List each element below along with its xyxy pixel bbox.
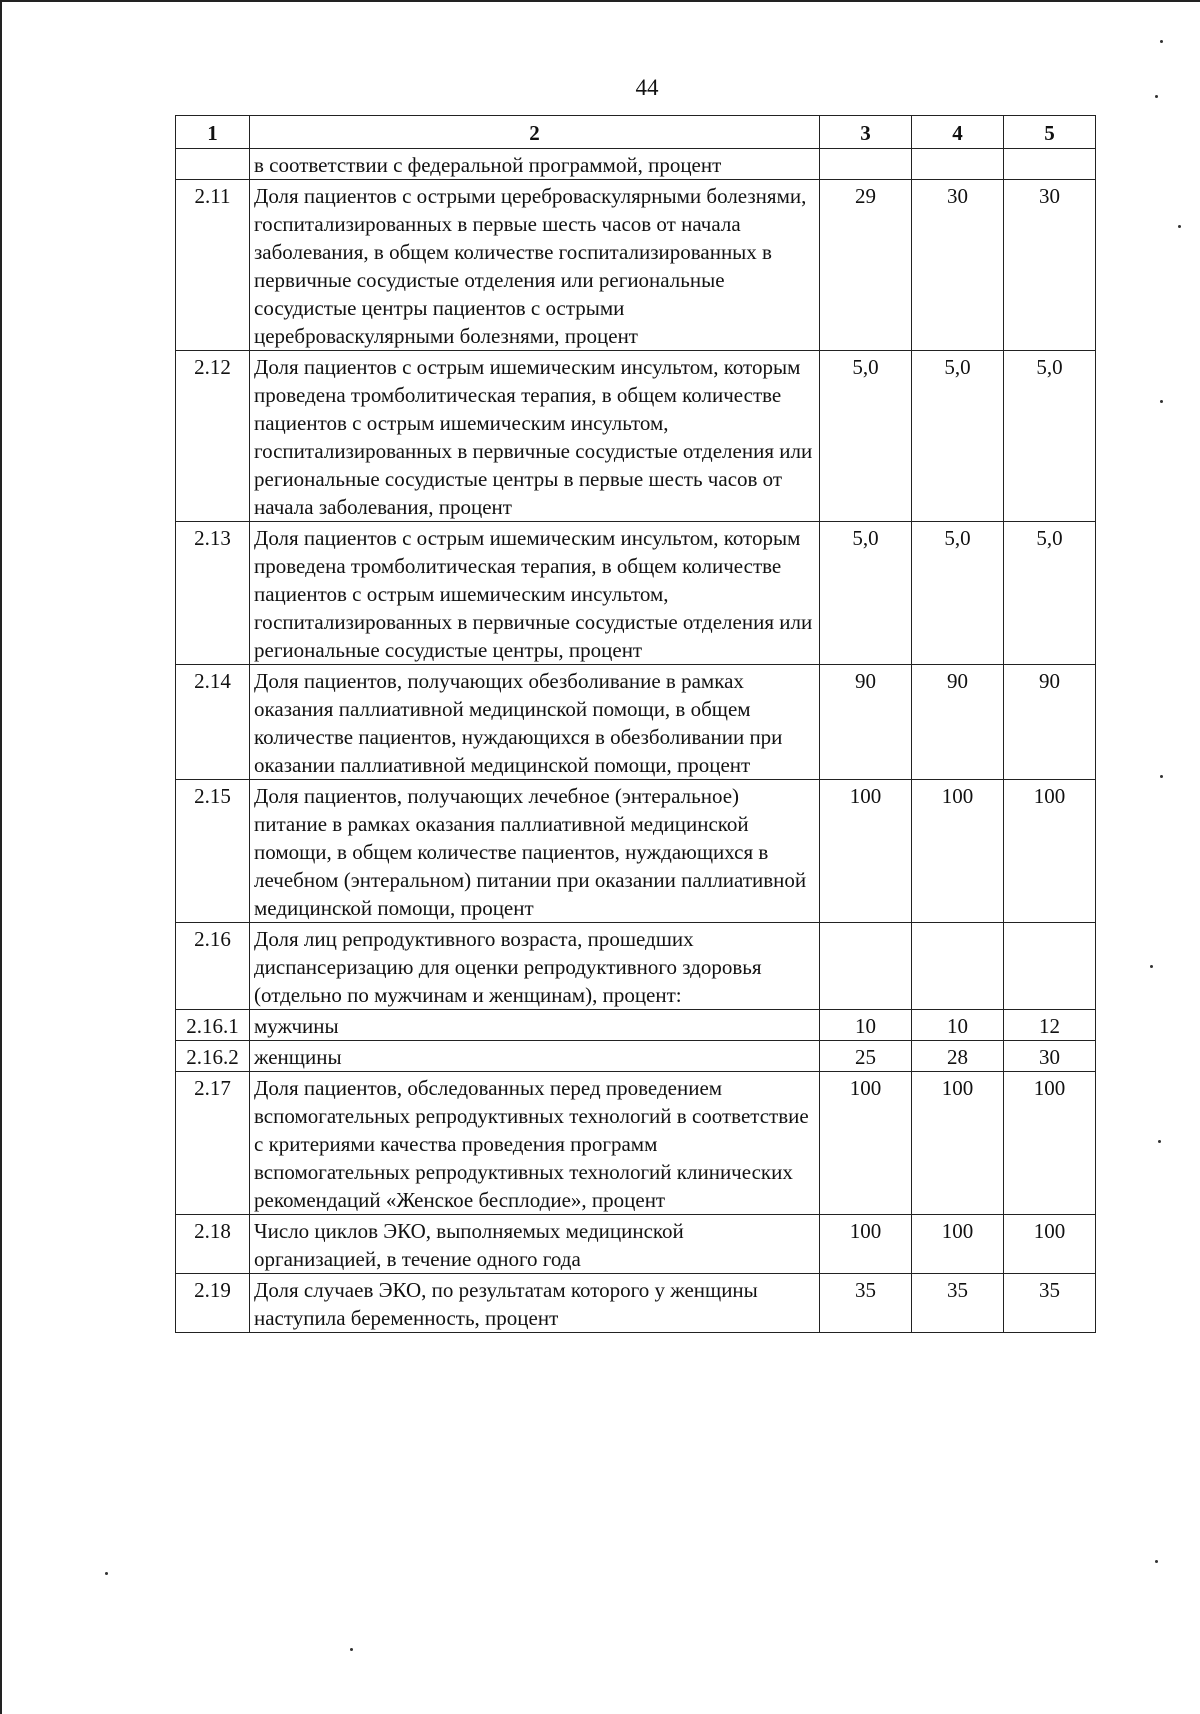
row-description: Доля случаев ЭКО, по результатам которого у женщины наступила беременность, процент [250,1274,820,1333]
table-row [176,180,1096,351]
indicators-table [175,115,1096,1333]
row-value-col3: 5,0 [820,351,912,522]
row-number: 2.18 [176,1215,250,1274]
row-value-col4: 100 [912,1072,1004,1215]
table-row [176,351,1096,522]
page-number: 44 [635,75,659,100]
row-value-col5: 5,0 [1004,351,1096,522]
row-value-col5: 90 [1004,665,1096,780]
row-value-col3: 10 [820,1010,912,1041]
header-col-2: 2 [250,116,820,149]
row-value-col3: 100 [820,1072,912,1215]
row-number: 2.19 [176,1274,250,1333]
row-description: Число циклов ЭКО, выполняемых медицинской организацией, в течение одного года [250,1215,820,1274]
row-value-col4: 5,0 [912,351,1004,522]
row-description: женщины [250,1041,820,1072]
row-description: Доля пациентов, получающих обезболивание в рамках оказания паллиативной медицинской помощи, в общем количестве пациентов, нуждающихся в обезболивании при оказании паллиативной медицинской помощи, процент [250,665,820,780]
row-number: 2.16.1 [176,1010,250,1041]
scan-speck [1178,225,1181,228]
row-value-col4: 28 [912,1041,1004,1072]
row-description: Доля пациентов с острым ишемическим инсультом, которым проведена тромболитическая терапия, в общем количестве пациентов с острым ишемическим инсультом, госпитализированных в первичные сосудистые отделения или региональные сосудистые центры в первые шесть часов от начала заболевания, процент [250,351,820,522]
scan-speck [1158,1140,1161,1143]
row-value-col5 [1004,149,1096,180]
table-row [176,522,1096,665]
row-value-col5: 30 [1004,1041,1096,1072]
row-value-col5: 100 [1004,1215,1096,1274]
row-value-col5 [1004,923,1096,1010]
scan-speck [1155,1560,1158,1563]
scan-speck [105,1572,108,1575]
row-value-col3: 35 [820,1274,912,1333]
header-col-1: 1 [176,116,250,149]
row-value-col3: 5,0 [820,522,912,665]
row-number [176,149,250,180]
scan-speck [1160,775,1163,778]
row-number: 2.11 [176,180,250,351]
scan-speck [1155,95,1158,98]
row-number: 2.13 [176,522,250,665]
scan-speck [350,1648,353,1651]
row-value-col3: 100 [820,780,912,923]
row-description: мужчины [250,1010,820,1041]
row-number: 2.16.2 [176,1041,250,1072]
row-description: в соответствии с федеральной программой, процент [250,149,820,180]
row-value-col3: 25 [820,1041,912,1072]
scan-border-top [0,0,1200,2]
row-value-col3: 29 [820,180,912,351]
header-col-3: 3 [820,116,912,149]
table-row [176,780,1096,923]
row-value-col4: 100 [912,1215,1004,1274]
row-value-col5: 5,0 [1004,522,1096,665]
table-row [176,1072,1096,1215]
table-row [176,1010,1096,1041]
row-value-col3 [820,923,912,1010]
table-row [176,665,1096,780]
row-value-col4: 90 [912,665,1004,780]
row-description: Доля пациентов с острым ишемическим инсультом, которым проведена тромболитическая терапия, в общем количестве пациентов с острым ишемическим инсультом, госпитализированных в первичные сосудистые отделения или региональные сосудистые центры, процент [250,522,820,665]
row-value-col3 [820,149,912,180]
table-row [176,149,1096,180]
table-row [176,1274,1096,1333]
row-value-col4 [912,149,1004,180]
row-value-col4: 30 [912,180,1004,351]
row-number: 2.15 [176,780,250,923]
header-col-5: 5 [1004,116,1096,149]
row-number: 2.16 [176,923,250,1010]
scan-speck [1150,965,1153,968]
row-value-col4: 10 [912,1010,1004,1041]
row-description: Доля пациентов с острыми цереброваскулярными болезнями, госпитализированных в первые шесть часов от начала заболевания, в общем количестве госпитализированных в первичные сосудистые отделения или региональные сосудистые центры пациентов с острыми цереброваскулярными болезнями, процент [250,180,820,351]
row-value-col4 [912,923,1004,1010]
table-header-row [176,116,1096,149]
row-value-col3: 90 [820,665,912,780]
table-row [176,1041,1096,1072]
row-value-col4: 5,0 [912,522,1004,665]
row-value-col5: 12 [1004,1010,1096,1041]
row-number: 2.12 [176,351,250,522]
row-value-col5: 100 [1004,780,1096,923]
row-number: 2.14 [176,665,250,780]
table-row [176,923,1096,1010]
table-row [176,1215,1096,1274]
row-description: Доля пациентов, обследованных перед проведением вспомогательных репродуктивных технологий в соответствие с критериями качества проведения программ вспомогательных репродуктивных технологий клинических рекомендаций «Женское бесплодие», процент [250,1072,820,1215]
row-value-col5: 35 [1004,1274,1096,1333]
row-description: Доля лиц репродуктивного возраста, прошедших диспансеризацию для оценки репродуктивного здоровья (отдельно по мужчинам и женщинам), процент: [250,923,820,1010]
row-value-col4: 100 [912,780,1004,923]
scan-border-left [0,0,2,1714]
row-number: 2.17 [176,1072,250,1215]
row-value-col4: 35 [912,1274,1004,1333]
row-value-col3: 100 [820,1215,912,1274]
row-value-col5: 100 [1004,1072,1096,1215]
scan-speck [1160,40,1163,43]
row-value-col5: 30 [1004,180,1096,351]
row-description: Доля пациентов, получающих лечебное (энтеральное) питание в рамках оказания паллиативной медицинской помощи, в общем количестве пациентов, нуждающихся в лечебном (энтеральном) питании при оказании паллиативной медицинской помощи, процент [250,780,820,923]
scan-speck [1160,400,1163,403]
header-col-4: 4 [912,116,1004,149]
